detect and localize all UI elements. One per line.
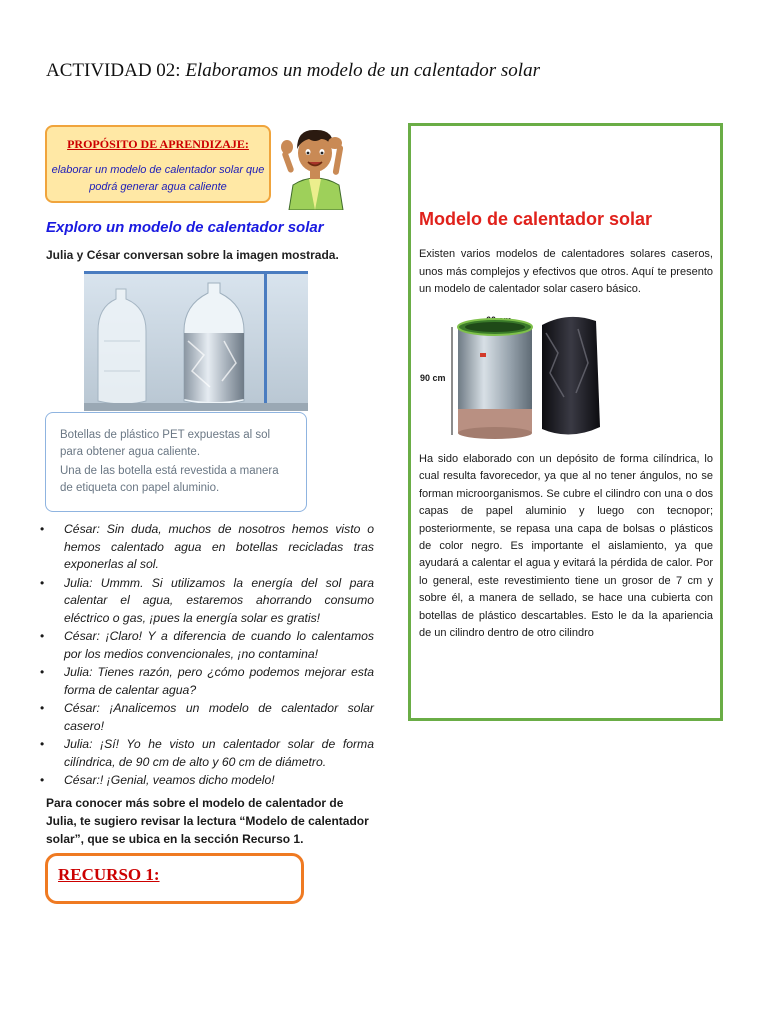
closing-paragraph: Para conocer más sobre el modelo de calentador de Julia, te sugiero revisar la lectura “Modelo de calentador solar”, que se ubica en la sección Recurso 1. (46, 796, 369, 846)
bottles-photo (84, 271, 308, 411)
boy-illustration (275, 115, 355, 210)
resource-label: RECURSO 1: (58, 865, 160, 884)
purpose-box (45, 125, 271, 203)
panel-title: Modelo de calentador solar (419, 209, 653, 229)
photo-caption-box (45, 412, 307, 512)
caption-line-2: Una de las botella está revestida a manera de etiqueta con papel aluminio. (60, 465, 279, 494)
caption-line-1: Botellas de plástico PET expuestas al sol para obtener agua caliente. (60, 429, 271, 458)
dialog-item: • César: ¡Claro! Y a diferencia de cuando lo calentamos por los medios convencionales, ¡no contamina! (34, 628, 374, 663)
activity-number: ACTIVIDAD 02 (46, 60, 176, 81)
dialog-item: • Julia: ¡Sí! Yo he visto un calentador solar de forma cilíndrica, de 90 cm de alto y 60 cm de diámetro. (34, 736, 374, 771)
activity-subtitle: Elaboramos un modelo de un calentador solar (185, 60, 540, 81)
title-separator: : (175, 60, 186, 81)
dialog-item: • Julia: Ummm. Si utilizamos la energía del sol para calentar el agua, estaremos ahorrando consumo eléctrico o gas, ¡pues la energía solar es gratis! (34, 575, 374, 628)
purpose-text: elaborar un modelo de calentador solar que podrá generar agua caliente (51, 164, 265, 193)
dialog-item: • César: Sin duda, muchos de nosotros hemos visto o hemos calentado agua en botellas recicladas tras exponerlas al sol. (34, 521, 374, 574)
resource-box (45, 853, 304, 904)
dialog-item: • César:! ¡Genial, veamos dicho modelo! (34, 772, 374, 790)
panel-paragraph-1: Existen varios modelos de calentadores solares caseros, unos más complejos y efectivos que otros. Aquí te presento un modelo de calentador solar casero básico. (419, 248, 713, 295)
dim-height-label: 90 cm (420, 373, 446, 383)
purpose-heading: PROPÓSITO DE APRENDIZAJE: (67, 137, 249, 151)
dialog-item: • César: ¡Analicemos un modelo de calentador solar casero! (34, 700, 374, 735)
solar-heater-photo (418, 303, 633, 443)
page-title (46, 60, 540, 82)
explore-intro: Julia y César conversan sobre la imagen mostrada. (46, 248, 339, 262)
explore-heading: Exploro un modelo de calentador solar (46, 219, 324, 236)
dialog-item: • Julia: Tienes razón, pero ¿cómo podemos mejorar esta forma de calentar agua? (34, 664, 374, 699)
panel-paragraph-2: Ha sido elaborado con un depósito de forma cilíndrica, lo cual resulta favorecedor, ya que al no tener ángulos, no se forman microorganismos. Se cubre el cilindro con una o dos capas de papel aluminio y luego con tecnopor; posteriormente, se repasa una capa de bolsas o plásticos de color negro. Es importante el aislamiento, ya que ayudará a calentar el agua y evitará la pérdida de calor. Por lo general, este revestimiento tiene un grosor de 7 cm y sobre él, a manera de sellado, se hace una cubierta con botellas de plástico descartables. Esto le da la apariencia de un cilindro dentro de otro cilindro (419, 453, 713, 640)
dialog-list (34, 521, 374, 791)
